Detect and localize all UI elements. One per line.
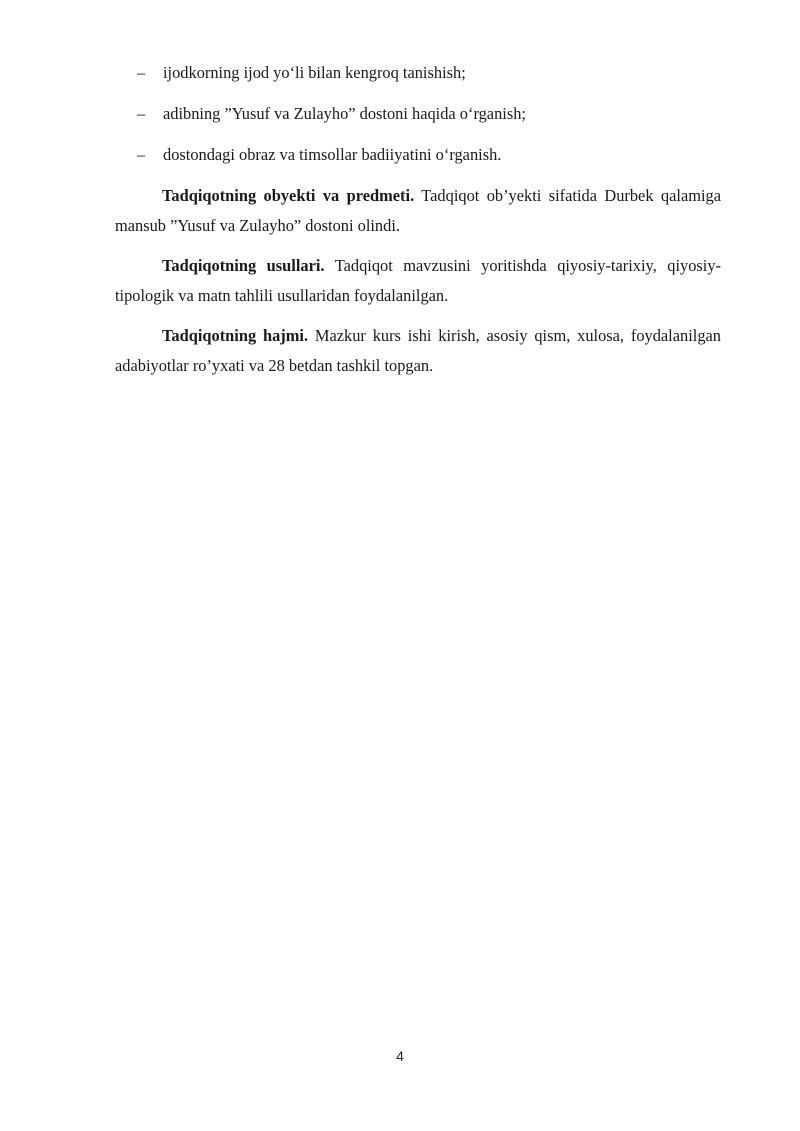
paragraph-text: Mazkur kurs ishi kirish, asosiy qism, xulosa, foydalanilgan adabiyotlar ro’yxati va 28 betdan tashkil topgan. — [115, 326, 721, 375]
paragraph-object — [115, 181, 721, 241]
list-dash: – — [137, 104, 146, 123]
document-page — [115, 58, 721, 391]
list-item — [115, 58, 721, 99]
list-dash: – — [137, 63, 146, 82]
paragraph-heading: Tadqiqotning obyekti va predmeti. — [162, 186, 415, 205]
paragraph-heading: Tadqiqotning hajmi. — [162, 326, 309, 345]
page-number: 4 — [396, 1048, 404, 1064]
list-item — [115, 140, 721, 181]
list-dash: – — [137, 145, 146, 164]
paragraph-methods — [115, 251, 721, 311]
list-item-text: ijodkorning ijod yo‘li bilan kengroq tanishish; — [163, 63, 466, 82]
list-item-text: dostondagi obraz va timsollar badiiyatini o‘rganish. — [163, 145, 502, 164]
objectives-list — [115, 58, 721, 181]
list-item-text: adibning ”Yusuf va Zulayho” dostoni haqida o‘rganish; — [163, 104, 526, 123]
paragraph-text: Tadqiqot ob’yekti sifatida Durbek qalamiga mansub ”Yusuf va Zulayho” dostoni olindi. — [115, 186, 721, 235]
paragraph-volume — [115, 321, 721, 381]
paragraph-text: Tadqiqot mavzusini yoritishda qiyosiy-tarixiy, qiyosiy-tipologik va matn tahlili usullaridan foydalanilgan. — [115, 256, 721, 305]
paragraph-heading: Tadqiqotning usullari. — [162, 256, 325, 275]
list-item — [115, 99, 721, 140]
